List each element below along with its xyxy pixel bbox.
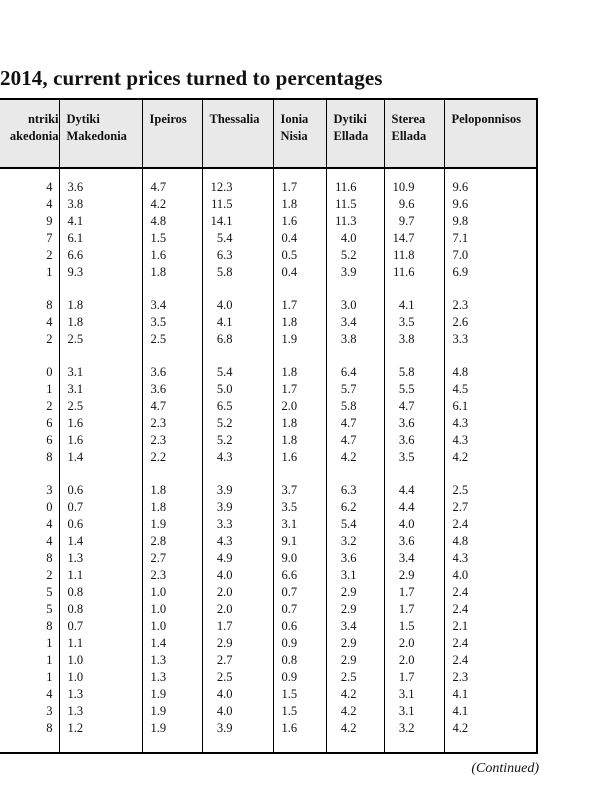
column-header-dytiki-ellada: Dytiki Ellada: [326, 99, 384, 168]
cell-value: 1.3: [67, 687, 84, 701]
cell-value: 4.3: [452, 416, 469, 430]
cell-value: 4.9: [216, 551, 233, 565]
cell-value: 5.2: [216, 433, 233, 447]
cell-value: 4.2: [340, 687, 357, 701]
table-title: 2014, current prices turned to percentages: [0, 66, 383, 90]
cell-value: 4.4: [398, 483, 415, 497]
cell-value: 3.4: [398, 551, 415, 565]
cell-value: 3.6: [340, 551, 357, 565]
cell-value: 5.7: [340, 382, 357, 396]
cell-value: 1.0: [67, 653, 84, 667]
cell-value: 4.2: [150, 197, 167, 211]
cell-value: 8: [46, 298, 53, 312]
cell-value: 4.7: [150, 399, 167, 413]
cell-value: 2.3: [452, 670, 469, 684]
cell-value: 11.6: [335, 180, 357, 194]
cell-value: 2.9: [340, 602, 357, 616]
column-header-thessalia: Thessalia: [202, 99, 273, 168]
cell-value: 1.8: [281, 365, 298, 379]
cell-value: 1.7: [398, 602, 415, 616]
cell-value: 1.6: [67, 416, 84, 430]
cell-value: 8: [46, 721, 53, 735]
cell-value: 2.6: [452, 315, 469, 329]
cell-value: 1.1: [67, 636, 84, 650]
cell-value: 1.8: [281, 315, 298, 329]
cell-value: 11.5: [211, 197, 233, 211]
cell-value: 3.8: [398, 332, 415, 346]
column-sterea-ellada: [384, 168, 444, 753]
cell-value: 2.0: [216, 602, 233, 616]
cell-value: 0: [46, 365, 53, 379]
cell-value: 2.9: [398, 568, 415, 582]
cell-value: 0.5: [281, 248, 298, 262]
cell-value: 4.3: [216, 450, 233, 464]
cell-value: 3.9: [216, 721, 233, 735]
cell-value: 0.6: [67, 517, 84, 531]
cell-value: 4.2: [340, 450, 357, 464]
cell-value: 2.9: [216, 636, 233, 650]
cell-value: 3.2: [398, 721, 415, 735]
cell-value: 2.0: [281, 399, 298, 413]
cell-value: 0.7: [281, 585, 298, 599]
cell-value: 6.6: [281, 568, 298, 582]
cell-value: 1.5: [150, 231, 167, 245]
cell-value: 1.5: [398, 619, 415, 633]
cell-value: 7.0: [452, 248, 469, 262]
cell-value: 3.6: [398, 433, 415, 447]
cell-value: 6.8: [216, 332, 233, 346]
cell-value: 6: [46, 416, 53, 430]
cell-value: 4.8: [452, 534, 469, 548]
cell-value: 2.9: [340, 636, 357, 650]
cell-value: 2: [46, 332, 53, 346]
cell-value: 2.5: [340, 670, 357, 684]
cell-value: 0.7: [67, 619, 84, 633]
cell-value: 6.2: [340, 500, 357, 514]
cell-value: 2.9: [340, 653, 357, 667]
cell-value: 3.6: [150, 382, 167, 396]
cell-value: 2.4: [452, 636, 469, 650]
cell-value: 1.7: [281, 382, 298, 396]
cell-value: 0.8: [67, 585, 84, 599]
cell-value: 1.8: [150, 483, 167, 497]
cell-value: 3.4: [340, 619, 357, 633]
cell-value: 4.7: [340, 433, 357, 447]
cell-value: 4.0: [398, 517, 415, 531]
cell-value: 9.7: [398, 214, 415, 228]
cell-value: 0.8: [281, 653, 298, 667]
cell-value: 4.7: [340, 416, 357, 430]
cell-value: 1.9: [281, 332, 298, 346]
cell-value: 9.0: [281, 551, 298, 565]
cell-value: 3.8: [340, 332, 357, 346]
cell-value: 9.3: [67, 265, 84, 279]
cell-value: 4.5: [452, 382, 469, 396]
cell-value: 1.6: [281, 721, 298, 735]
cell-value: 2: [46, 399, 53, 413]
cell-value: 9.6: [452, 197, 469, 211]
cell-value: 4.2: [340, 704, 357, 718]
cell-value: 6.3: [216, 248, 233, 262]
column-ipeiros: [142, 168, 202, 753]
cell-value: 1.0: [67, 670, 84, 684]
data-table: [0, 98, 538, 754]
cell-value: 2.4: [452, 585, 469, 599]
cell-value: 1.8: [67, 315, 84, 329]
cell-value: 3.1: [398, 687, 415, 701]
cell-value: 5.4: [216, 231, 233, 245]
cell-value: 9: [46, 214, 53, 228]
cell-value: 4: [46, 517, 53, 531]
cell-value: 0.9: [281, 670, 298, 684]
cell-value: 2.3: [150, 568, 167, 582]
cell-value: 6.9: [452, 265, 469, 279]
cell-value: 3.5: [281, 500, 298, 514]
cell-value: 2.5: [216, 670, 233, 684]
cell-value: 1.9: [150, 704, 167, 718]
cell-value: 2.4: [452, 653, 469, 667]
cell-value: 2.0: [398, 636, 415, 650]
cell-value: 4.3: [452, 433, 469, 447]
column-header-ionia-nisia: Ionia Nisia: [273, 99, 326, 168]
cell-value: 1.8: [67, 298, 84, 312]
cell-value: 10.9: [392, 180, 415, 194]
cell-value: 0.8: [67, 602, 84, 616]
cell-value: 1.3: [150, 670, 167, 684]
cell-value: 1.3: [67, 551, 84, 565]
cell-value: 11.3: [335, 214, 357, 228]
cell-value: 2.4: [452, 517, 469, 531]
cell-value: 5.4: [216, 365, 233, 379]
cell-value: 3.7: [281, 483, 298, 497]
cell-value: 9.8: [452, 214, 469, 228]
cell-value: 4.0: [216, 568, 233, 582]
cell-value: 3.6: [398, 534, 415, 548]
cell-value: 4.1: [67, 214, 84, 228]
cell-value: 0: [46, 500, 53, 514]
cell-value: 3.5: [150, 315, 167, 329]
cell-value: 2.2: [150, 450, 167, 464]
cell-value: 0.6: [281, 619, 298, 633]
cell-value: 4.2: [452, 450, 469, 464]
cell-value: 3: [46, 704, 53, 718]
cell-value: 1.1: [67, 568, 84, 582]
cell-value: 4.1: [452, 704, 469, 718]
cell-value: 5.8: [398, 365, 415, 379]
cell-value: 2.7: [216, 653, 233, 667]
cell-value: 2.0: [398, 653, 415, 667]
cell-value: 3.3: [216, 517, 233, 531]
column-ionia-nisia: [273, 168, 326, 753]
cell-value: 9.6: [452, 180, 469, 194]
cell-value: 4.1: [216, 315, 233, 329]
cell-value: 0.9: [281, 636, 298, 650]
column-peloponnisos: [444, 168, 537, 753]
cell-value: 3.1: [398, 704, 415, 718]
cell-value: 2: [46, 568, 53, 582]
cell-value: 3.0: [340, 298, 357, 312]
cell-value: 3.1: [281, 517, 298, 531]
cell-value: 1.0: [150, 619, 167, 633]
cell-value: 2.7: [150, 551, 167, 565]
cell-value: 11.6: [393, 265, 415, 279]
cell-value: 1.5: [281, 704, 298, 718]
cell-value: 1: [46, 382, 53, 396]
cell-value: 1.5: [281, 687, 298, 701]
cell-value: 4.0: [216, 704, 233, 718]
cell-value: 1.4: [67, 450, 84, 464]
cell-value: 3.9: [216, 483, 233, 497]
cell-value: 8: [46, 450, 53, 464]
cell-value: 5.2: [216, 416, 233, 430]
cell-value: 1.8: [281, 197, 298, 211]
column-dytiki-ellada: [326, 168, 384, 753]
cell-value: 3.5: [398, 315, 415, 329]
cell-value: 6.6: [67, 248, 84, 262]
cell-value: 5.8: [340, 399, 357, 413]
cell-value: 1.8: [150, 500, 167, 514]
cell-value: 1: [46, 636, 53, 650]
cell-value: 5.8: [216, 265, 233, 279]
cell-value: 0.4: [281, 265, 298, 279]
cell-value: 3.9: [216, 500, 233, 514]
cell-value: 12.3: [210, 180, 233, 194]
cell-value: 4.1: [398, 298, 415, 312]
cell-value: 3.9: [340, 265, 357, 279]
cell-value: 1.7: [281, 298, 298, 312]
cell-value: 2.0: [216, 585, 233, 599]
cell-value: 7: [46, 231, 53, 245]
cell-value: 2.3: [150, 433, 167, 447]
cell-value: 1.9: [150, 721, 167, 735]
cell-value: 4: [46, 534, 53, 548]
cell-value: 14.1: [210, 214, 233, 228]
cell-value: 6.3: [340, 483, 357, 497]
cell-value: 2.5: [67, 399, 84, 413]
data-table-container: [0, 98, 537, 754]
cell-value: 5.5: [398, 382, 415, 396]
cell-value: 1.6: [281, 450, 298, 464]
cell-value: 2.8: [150, 534, 167, 548]
cell-value: 11.5: [335, 197, 357, 211]
cell-value: 5.4: [340, 517, 357, 531]
cell-value: 4: [46, 687, 53, 701]
column-header-dytiki-makedonia: Dytiki Makedonia: [59, 99, 142, 168]
cell-value: 2.3: [452, 298, 469, 312]
cell-value: 1.3: [150, 653, 167, 667]
cell-value: 5.0: [216, 382, 233, 396]
cell-value: 1.6: [281, 214, 298, 228]
cell-value: 3.1: [67, 382, 84, 396]
cell-value: 2: [46, 248, 53, 262]
table-row: [0, 168, 537, 753]
cell-value: 2.9: [340, 585, 357, 599]
cell-value: 0.6: [67, 483, 84, 497]
column-header-sterea-ellada: Sterea Ellada: [384, 99, 444, 168]
cell-value: 3.6: [150, 365, 167, 379]
cell-value: 1.3: [67, 704, 84, 718]
cell-value: 2.7: [452, 500, 469, 514]
cell-value: 5.2: [340, 248, 357, 262]
column-dytiki-makedonia: [59, 168, 142, 753]
cell-value: 2.5: [67, 332, 84, 346]
cell-value: 1.6: [67, 433, 84, 447]
table-body: [0, 168, 537, 753]
cell-value: 1.6: [150, 248, 167, 262]
cell-value: 14.7: [392, 231, 415, 245]
cell-value: 4: [46, 180, 53, 194]
cell-value: 3.3: [452, 332, 469, 346]
cell-value: 1.7: [216, 619, 233, 633]
cell-value: 1.0: [150, 585, 167, 599]
cell-value: 5: [46, 602, 53, 616]
cell-value: 4.8: [452, 365, 469, 379]
column-thessalia: [202, 168, 273, 753]
cell-value: 1: [46, 653, 53, 667]
cell-value: 1.9: [150, 517, 167, 531]
cell-value: 3.6: [67, 180, 84, 194]
cell-value: 4: [46, 315, 53, 329]
cell-value: 2.3: [150, 416, 167, 430]
cell-value: 4.0: [340, 231, 357, 245]
cell-value: 3.4: [150, 298, 167, 312]
cell-value: 0.4: [281, 231, 298, 245]
cell-value: 4: [46, 197, 53, 211]
cell-value: 8: [46, 551, 53, 565]
cell-value: 3.6: [398, 416, 415, 430]
cell-value: 4.7: [398, 399, 415, 413]
cell-value: 1.7: [398, 585, 415, 599]
cell-value: 2.5: [150, 332, 167, 346]
column-header-ipeiros: Ipeiros: [142, 99, 202, 168]
cell-value: 4.2: [452, 721, 469, 735]
cell-value: 3.4: [340, 315, 357, 329]
cell-value: 1.9: [150, 687, 167, 701]
cell-value: 4.2: [340, 721, 357, 735]
cell-value: 3: [46, 483, 53, 497]
header-row: [0, 99, 537, 168]
cell-value: 3.2: [340, 534, 357, 548]
cell-value: 3.1: [67, 365, 84, 379]
cell-value: 6: [46, 433, 53, 447]
cell-value: 4.3: [216, 534, 233, 548]
cell-value: 0.7: [281, 602, 298, 616]
cell-value: 3.8: [67, 197, 84, 211]
cell-value: 4.3: [452, 551, 469, 565]
cell-value: 1: [46, 265, 53, 279]
cell-value: 2.5: [452, 483, 469, 497]
cell-value: 4.0: [452, 568, 469, 582]
cell-value: 1.7: [398, 670, 415, 684]
cell-value: 4.0: [216, 687, 233, 701]
cell-value: 2.1: [452, 619, 469, 633]
continued-note: (Continued): [471, 761, 539, 776]
cell-value: 4.7: [150, 180, 167, 194]
cell-value: 3.1: [340, 568, 357, 582]
cell-value: 3.5: [398, 450, 415, 464]
cell-value: 5: [46, 585, 53, 599]
cell-value: 6.4: [340, 365, 357, 379]
cell-value: 6.1: [452, 399, 469, 413]
cell-value: 1.0: [150, 602, 167, 616]
cell-value: 6.5: [216, 399, 233, 413]
cell-value: 9.6: [398, 197, 415, 211]
cell-value: 1.2: [67, 721, 84, 735]
cell-value: 9.1: [281, 534, 298, 548]
cell-value: 4.4: [398, 500, 415, 514]
cell-value: 8: [46, 619, 53, 633]
cell-value: 6.1: [67, 231, 84, 245]
cell-value: 11.8: [393, 248, 415, 262]
column-header-peloponnisos: Peloponnisos: [444, 99, 537, 168]
cell-value: 1.8: [150, 265, 167, 279]
cell-value: 4.8: [150, 214, 167, 228]
cell-value: 2.4: [452, 602, 469, 616]
cell-value: 1.4: [67, 534, 84, 548]
cell-value: 1: [46, 670, 53, 684]
cell-value: 1.4: [150, 636, 167, 650]
cell-value: 7.1: [452, 231, 469, 245]
cell-value: 4.1: [452, 687, 469, 701]
cell-value: 1.8: [281, 433, 298, 447]
cell-value: 0.7: [67, 500, 84, 514]
cell-value: 1.7: [281, 180, 298, 194]
cell-value: 4.0: [216, 298, 233, 312]
column-header-kentriki-makedonia: ntriki akedonia: [0, 99, 59, 168]
cell-value: 1.8: [281, 416, 298, 430]
column-kentriki-makedonia: [0, 168, 59, 753]
